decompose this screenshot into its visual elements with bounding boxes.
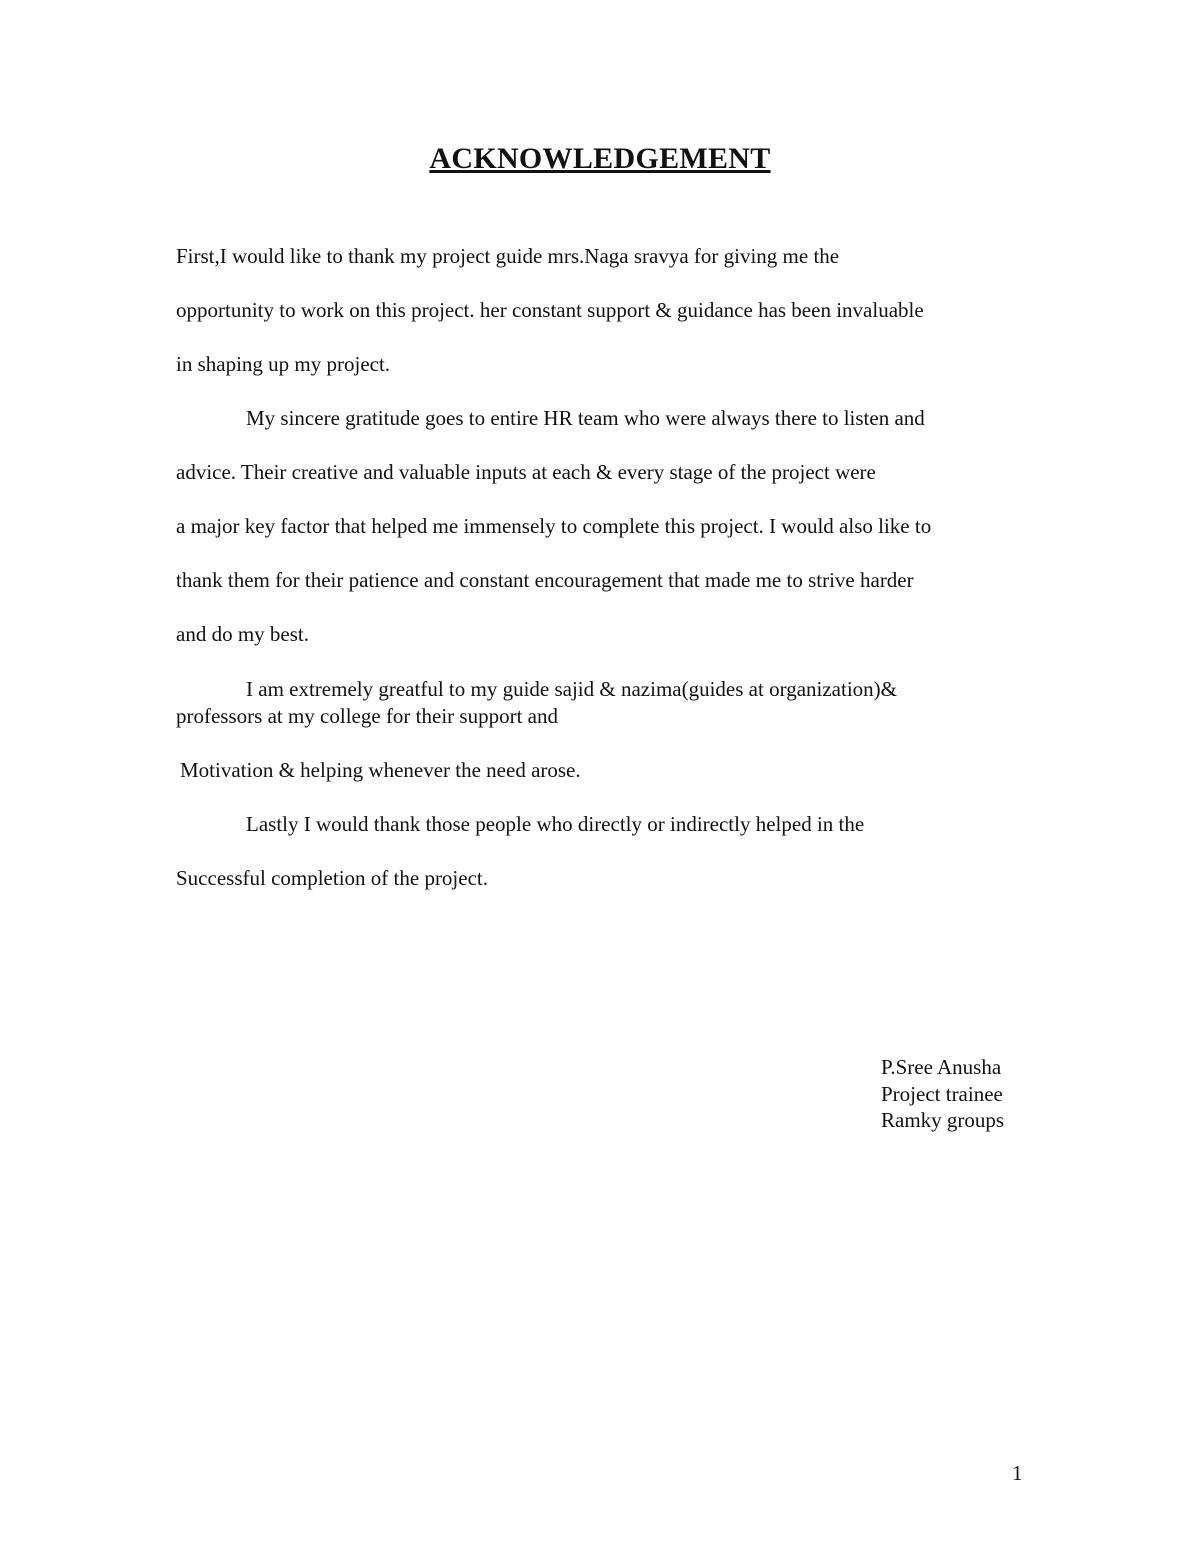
body-line-3: in shaping up my project.	[176, 352, 391, 376]
body-line-7: thank them for their patience and constant encouragement that made me to strive harder	[176, 568, 914, 592]
signature-organization: Ramky groups	[881, 1108, 1005, 1132]
body-line-10: professors at my college for their support and	[176, 704, 558, 728]
body-line-11: Motivation & helping whenever the need arose.	[180, 758, 581, 782]
body-line-9: I am extremely greatful to my guide sajid & nazima(guides at organization)&	[246, 677, 897, 701]
signature-role: Project trainee	[881, 1081, 1003, 1106]
body-line-13: Successful completion of the project.	[176, 866, 488, 890]
body-line-1: First,I would like to thank my project guide mrs.Naga sravya for giving me the	[176, 244, 840, 268]
body-line-6: a major key factor that helped me immensely to complete this project. I would also like to	[176, 514, 932, 538]
body-line-4: My sincere gratitude goes to entire HR team who were always there to listen and	[246, 406, 925, 430]
body-line-2: opportunity to work on this project. her constant support & guidance has been invaluable	[176, 298, 924, 322]
signature-name: P.Sree Anusha	[881, 1055, 1002, 1079]
body-line-8: and do my best.	[176, 622, 309, 646]
signature-block	[881, 1054, 1004, 1134]
body-line-12: Lastly I would thank those people who directly or indirectly helped in the	[246, 812, 865, 836]
page-title: ACKNOWLEDGEMENT	[429, 142, 771, 175]
body-line-5: advice. Their creative and valuable inputs at each & every stage of the project were	[176, 460, 876, 484]
page-number: 1	[1012, 1461, 1023, 1485]
